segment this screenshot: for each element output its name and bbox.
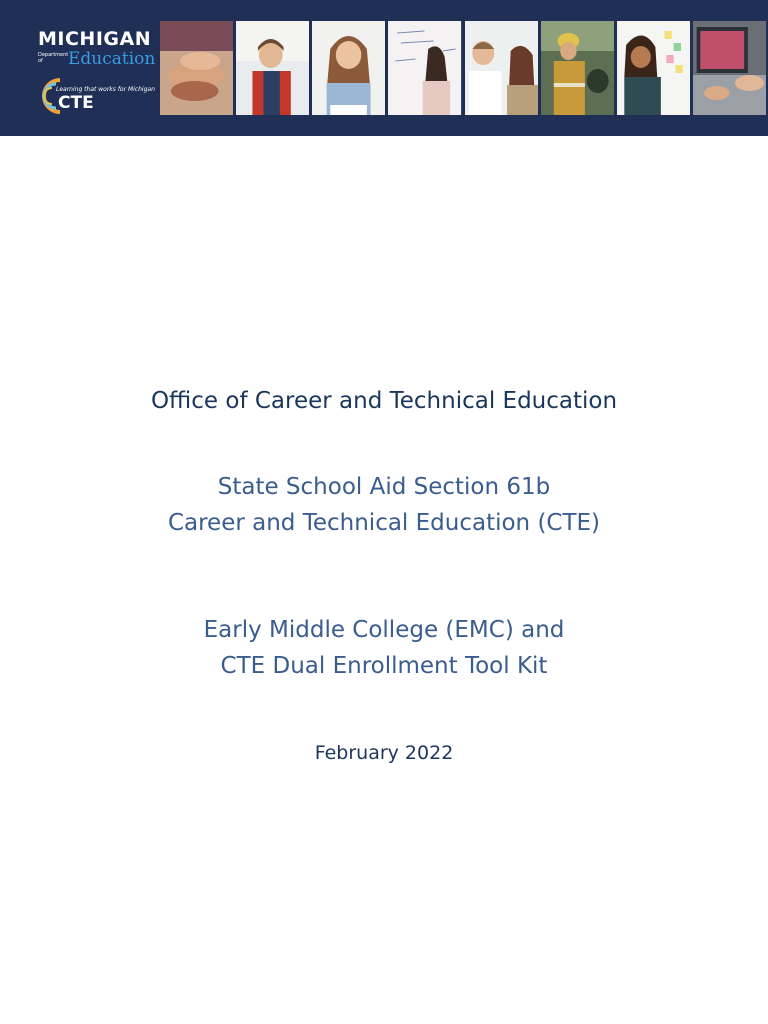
student-sticky-notes-photo bbox=[617, 21, 690, 115]
student-at-computer-photo bbox=[465, 21, 538, 115]
toolkit-title-line1: Early Middle College (EMC) and bbox=[203, 617, 565, 643]
student-boy-photo bbox=[236, 21, 309, 115]
hands-stacked-photo bbox=[160, 21, 233, 115]
header-banner bbox=[0, 0, 768, 136]
photo-strip bbox=[160, 21, 766, 115]
office-title: Office of Career and Technical Education bbox=[150, 388, 618, 414]
firefighter-photo bbox=[541, 21, 614, 115]
laptop-hands-photo bbox=[693, 21, 766, 115]
whiteboard-student-photo bbox=[388, 21, 461, 115]
publication-date: February 2022 bbox=[314, 742, 454, 764]
logo-michigan-text: MICHIGAN bbox=[38, 28, 152, 50]
cte-swirl-icon bbox=[38, 74, 156, 118]
logo-department-text: Department of bbox=[38, 52, 69, 64]
logo-cte-text: CTE bbox=[58, 93, 94, 113]
michigan-education-logo bbox=[30, 20, 158, 120]
logo-tagline: Learning that works for Michigan bbox=[56, 86, 155, 93]
logo-education-text: Education bbox=[68, 49, 156, 69]
section-title-line2: Career and Technical Education (CTE) bbox=[167, 510, 601, 536]
student-girl-photo bbox=[312, 21, 385, 115]
toolkit-title-line2: CTE Dual Enrollment Tool Kit bbox=[220, 653, 548, 679]
section-title-line1: State School Aid Section 61b bbox=[217, 474, 551, 500]
